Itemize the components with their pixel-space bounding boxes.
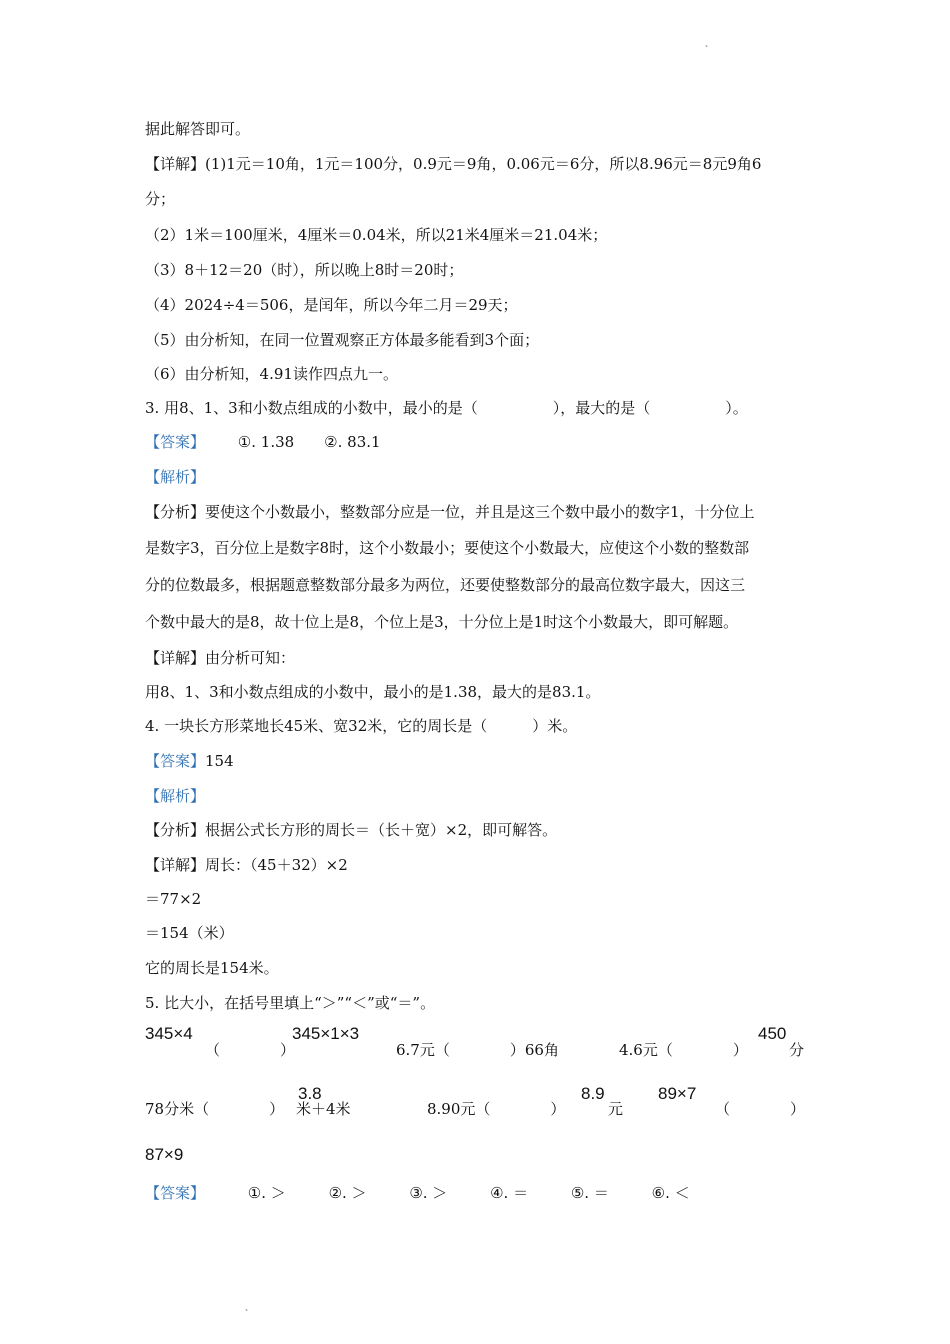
expression: 3.8 (298, 1084, 322, 1103)
answer-value: ⑤. ＝ (570, 1184, 609, 1202)
text-line: 【详解】(1)1元＝10角，1元＝100分，0.9元＝9角，0.06元＝6分，所以8.96元＝8元9角6 (145, 155, 762, 173)
answer-value: 154 (205, 752, 234, 770)
blank-parens: （ ） (205, 1041, 296, 1059)
text-line: 【分析】要使这个小数最小，整数部分应是一位，并且是这三个数中最小的数字1，十分位上 (145, 503, 755, 521)
text-line: 【详解】由分析可知： (145, 649, 296, 667)
question-3: 3. 用8、1、3和小数点组成的小数中，最小的是（ ），最大的是（ ）。 (145, 399, 748, 417)
text-line: 【详解】周长：（45＋32）×2 (145, 856, 348, 874)
unit-text: 元 (608, 1100, 624, 1118)
text-line: 它的周长是154米。 (145, 959, 279, 977)
answer-row (145, 751, 234, 771)
expression: 450 (758, 1024, 787, 1043)
answer-row (145, 1183, 728, 1203)
answer-row (145, 432, 381, 452)
answer-value: ①. 1.38 ②. 83.1 (237, 433, 381, 451)
text-line: （6）由分析知，4.91读作四点九一。 (145, 365, 398, 383)
comparison: 4.6元（ ） (619, 1041, 748, 1059)
text-line: 分的位数最多，根据题意整数部分最多为两位，还要使整数部分的最高位数字最大，因这三 (145, 576, 746, 594)
expression: 8.9 (581, 1084, 605, 1103)
question-4: 4. 一块长方形菜地长45米、宽32米，它的周长是（ ）米。 (145, 717, 578, 735)
answer-tag: 【答案】 (145, 1184, 206, 1202)
answer-tag: 【答案】 (145, 752, 206, 770)
text-line: （3）8＋12＝20（时），所以晚上8时＝20时； (145, 261, 464, 279)
question-5: 5. 比大小，在括号里填上“＞”“＜”或“＝”。 (145, 994, 436, 1012)
answer-value: ③. ＞ (409, 1184, 448, 1202)
text-line: ＝77×2 (145, 890, 202, 908)
text-line: 是数字3，百分位上是数字8时，这个小数最小；要使这个小数最大，应使这个小数的整数部 (145, 539, 750, 557)
comparison: 6.7元（ ）66角 (396, 1041, 559, 1059)
comparison: 78分米（ ） (145, 1100, 285, 1118)
expression: 87×9 (145, 1145, 184, 1164)
expression: 89×7 (658, 1084, 697, 1103)
text-line: （5）由分析知，在同一位置观察正方体最多能看到3个面； (145, 331, 540, 349)
text-line: ＝154（米） (145, 924, 234, 942)
answer-tag: 【答案】 (145, 433, 206, 451)
analysis-tag: 【解析】 (145, 468, 206, 486)
text-line: 个数中最大的是8，故十位上是8，个位上是3，十分位上是1时这个小数最大，即可解题。 (145, 613, 739, 631)
answer-value: ②. ＞ (328, 1184, 367, 1202)
comparison: 8.90元（ ） (427, 1100, 566, 1118)
unit-text: 米＋4米 (296, 1100, 351, 1118)
blank-parens: （ ） (715, 1100, 806, 1118)
text-line: 分； (145, 190, 176, 208)
text-line: 【分析】根据公式长方形的周长＝（长＋宽）×2，即可解答。 (145, 821, 558, 839)
text-line: （4）2024÷4＝506，是闰年，所以今年二月＝29天； (145, 296, 518, 314)
answer-value: ①. ＞ (247, 1184, 286, 1202)
text-line: 据此解答即可。 (145, 120, 251, 138)
expression: 345×1×3 (292, 1024, 360, 1043)
expression: 345×4 (145, 1024, 193, 1043)
text-line: （2）1米＝100厘米，4厘米＝0.04米，所以21米4厘米＝21.04米； (145, 226, 608, 244)
unit-text: 分 (789, 1041, 805, 1059)
answer-value: ⑥. ＜ (651, 1184, 690, 1202)
answer-value: ④. ＝ (490, 1184, 529, 1202)
analysis-tag: 【解析】 (145, 787, 206, 805)
corner-mark: 、 (245, 1303, 253, 1312)
corner-mark: 、 (705, 39, 713, 48)
text-line: 用8、1、3和小数点组成的小数中，最小的是1.38，最大的是83.1。 (145, 683, 601, 701)
